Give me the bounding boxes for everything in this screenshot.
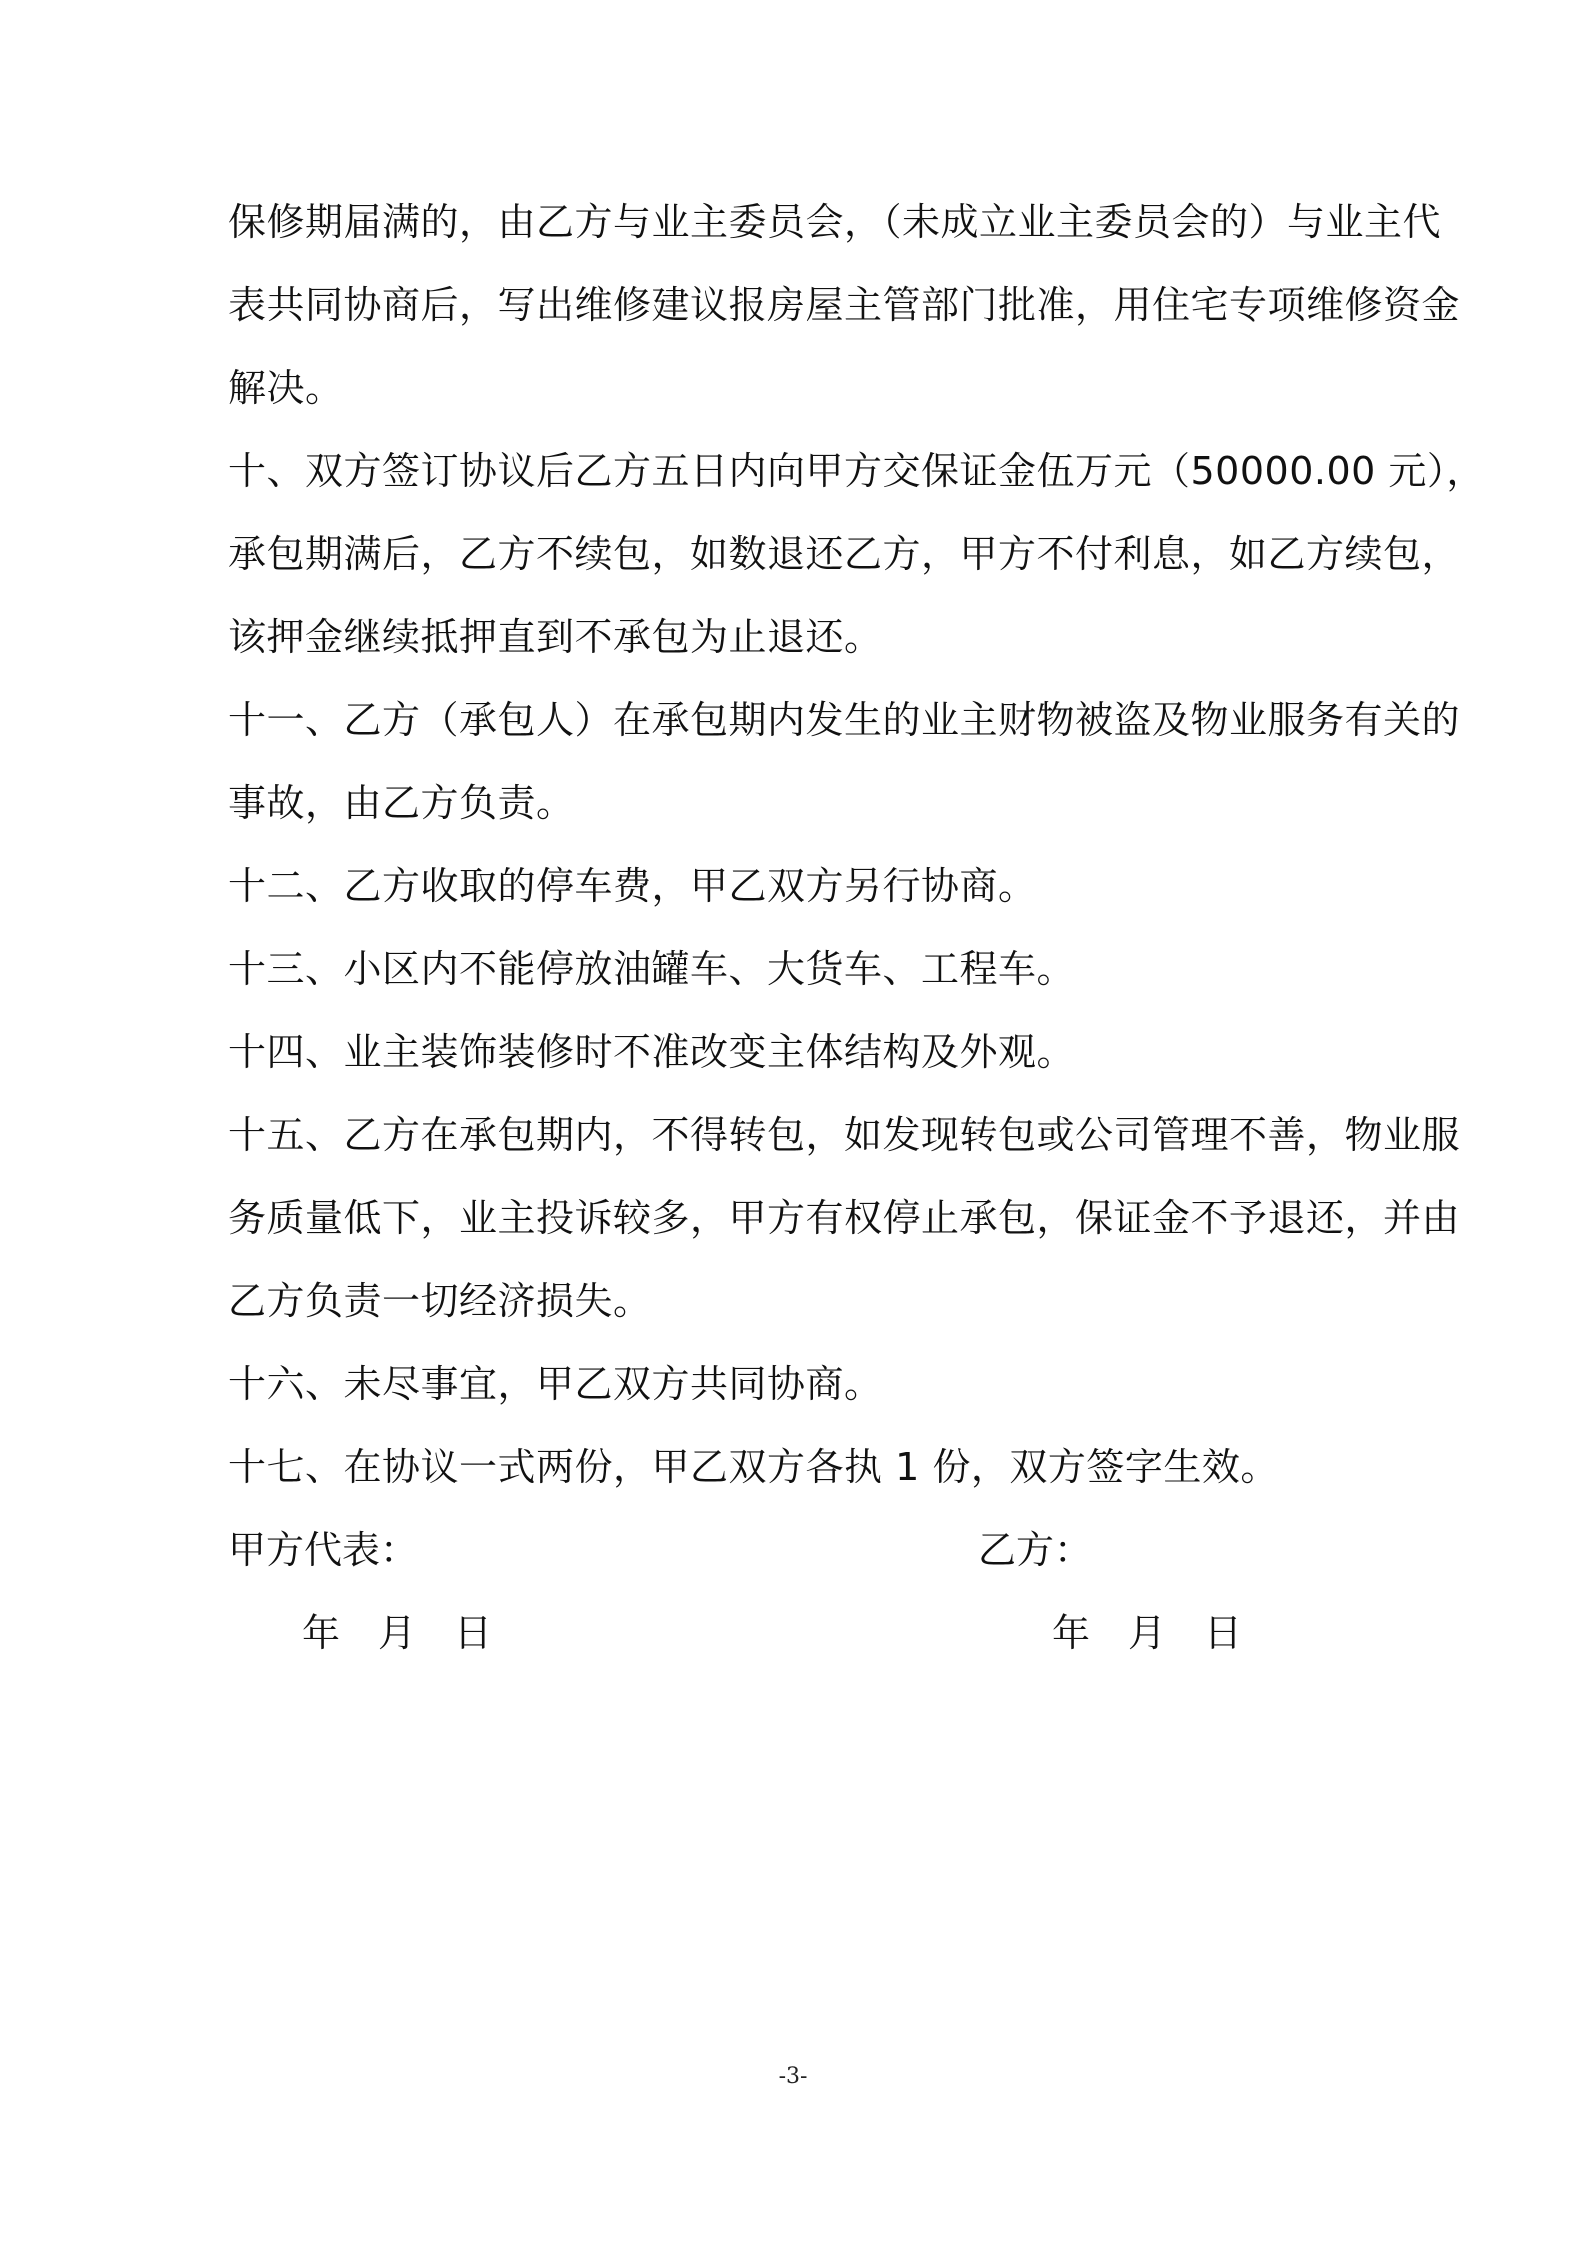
party-a-date xyxy=(302,1603,530,1663)
text-line: 事故，由乙方负责。 xyxy=(228,781,575,825)
text-line: 解决。 xyxy=(228,366,344,410)
date-year-label: 年 xyxy=(1052,1611,1091,1655)
party-a-signature-label: 甲方代表： xyxy=(228,1528,419,1572)
date-day-label: 日 xyxy=(1204,1611,1243,1655)
text-line: 十四、业主装饰装修时不准改变主体结构及外观。 xyxy=(228,1030,1076,1074)
text-line: 十一、乙方（承包人）在承包期内发生的业主财物被盗及物业服务有关的 xyxy=(228,698,1461,742)
date-month-label: 月 xyxy=(1128,1611,1167,1655)
text-line: 十七、在协议一式两份，甲乙双方各执 1 份，双方签字生效。 xyxy=(228,1445,1279,1489)
text-line: 十三、小区内不能停放油罐车、大货车、工程车。 xyxy=(228,947,1076,991)
page-number: -3- xyxy=(778,2064,808,2089)
text-line: 保修期届满的，由乙方与业主委员会，（未成立业主委员会的）与业主代 xyxy=(228,200,1442,244)
text-line: 十、双方签订协议后乙方五日内向甲方交保证金伍万元（50000.00 元）， xyxy=(228,449,1485,493)
party-b-signature-label: 乙方： xyxy=(978,1528,1093,1572)
text-line: 十六、未尽事宜，甲乙双方共同协商。 xyxy=(228,1362,883,1406)
party-b-date xyxy=(1052,1603,1280,1663)
date-day-label: 日 xyxy=(454,1611,493,1655)
text-line: 承包期满后，乙方不续包，如数退还乙方，甲方不付利息，如乙方续包， xyxy=(228,532,1461,576)
date-month-label: 月 xyxy=(378,1611,417,1655)
text-line: 该押金继续抵押直到不承包为止退还。 xyxy=(228,615,883,659)
text-line: 表共同协商后，写出维修建议报房屋主管部门批准，用住宅专项维修资金 xyxy=(228,283,1461,327)
date-year-label: 年 xyxy=(302,1611,341,1655)
text-line: 十五、乙方在承包期内，不得转包，如发现转包或公司管理不善，物业服 xyxy=(228,1113,1461,1157)
text-line: 十二、乙方收取的停车费，甲乙双方另行协商。 xyxy=(228,864,1037,908)
text-line: 乙方负责一切经济损失。 xyxy=(228,1279,652,1323)
text-line: 务质量低下，业主投诉较多，甲方有权停止承包，保证金不予退还，并由 xyxy=(228,1196,1461,1240)
